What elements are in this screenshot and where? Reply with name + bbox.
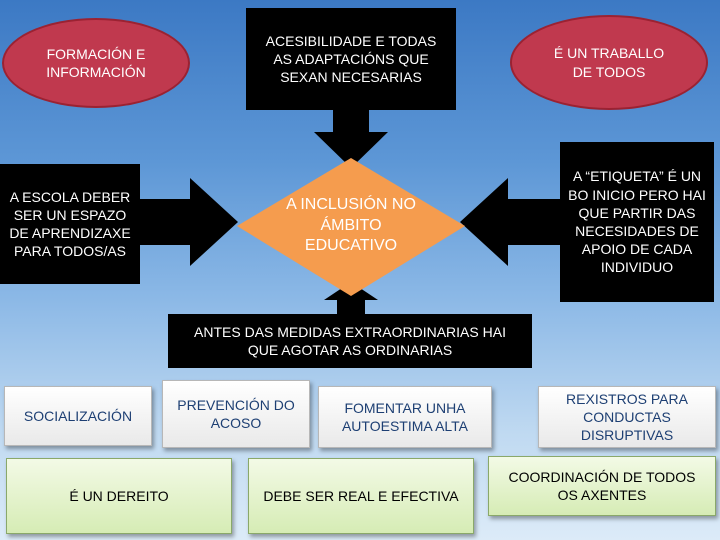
coordinacion-box (488, 456, 716, 516)
escola-text: A ESCOLA DEBER SER UN ESPAZO DE APRENDIZAXE PARA TODOS/AS (9, 188, 131, 260)
arrow-right (460, 178, 560, 266)
inclusion-label (280, 186, 422, 266)
real-box (248, 458, 474, 534)
dereito-text: É UN DEREITO (69, 487, 169, 504)
acesibilidade-box (246, 8, 456, 110)
formacion-text: FORMACIÓN E INFORMACIÓN (46, 45, 146, 80)
traballo-text: É UN TRABALLO DE TODOS (553, 45, 665, 80)
socializacion-box (4, 386, 152, 446)
acesibilidade-text: ACESIBILIDADE E TODAS AS ADAPTACIÓNS QUE SEXAN NECESARIAS (265, 32, 437, 86)
formacion-oval (2, 18, 190, 108)
socializacion-text: SOCIALIZACIÓN (23, 407, 133, 424)
escola-box (0, 164, 140, 284)
autoestima-box (318, 386, 492, 448)
coordinacion-text: COORDINACIÓN DE TODOS OS AXENTES (508, 468, 696, 503)
arrow-left (138, 178, 238, 266)
medidas-box (168, 314, 532, 368)
prevencion-box (162, 380, 310, 448)
dereito-box (6, 458, 232, 534)
etiqueta-text: A “ETIQUETA” É UN BO INICIO PERO HAI QUE PARTIR DAS NECESIDADES DE APOIO DE CADA INDIVIDUO (568, 168, 706, 276)
rexistros-text: REXISTROS PARA CONDUCTAS DISRUPTIVAS (566, 390, 688, 444)
rexistros-box (538, 386, 716, 448)
etiqueta-box (560, 142, 714, 302)
medidas-text: ANTES DAS MEDIDAS EXTRAORDINARIAS HAI QUE AGOTAR AS ORDINARIAS (194, 323, 506, 358)
real-text: DEBE SER REAL E EFECTIVA (263, 487, 459, 504)
prevencion-text: PREVENCIÓN DO ACOSO (177, 396, 295, 431)
autoestima-text: FOMENTAR UNHA AUTOESTIMA ALTA (341, 399, 469, 434)
inclusion-text: A INCLUSIÓN NO ÁMBITO EDUCATIVO (286, 195, 416, 255)
traballo-oval (510, 15, 708, 110)
